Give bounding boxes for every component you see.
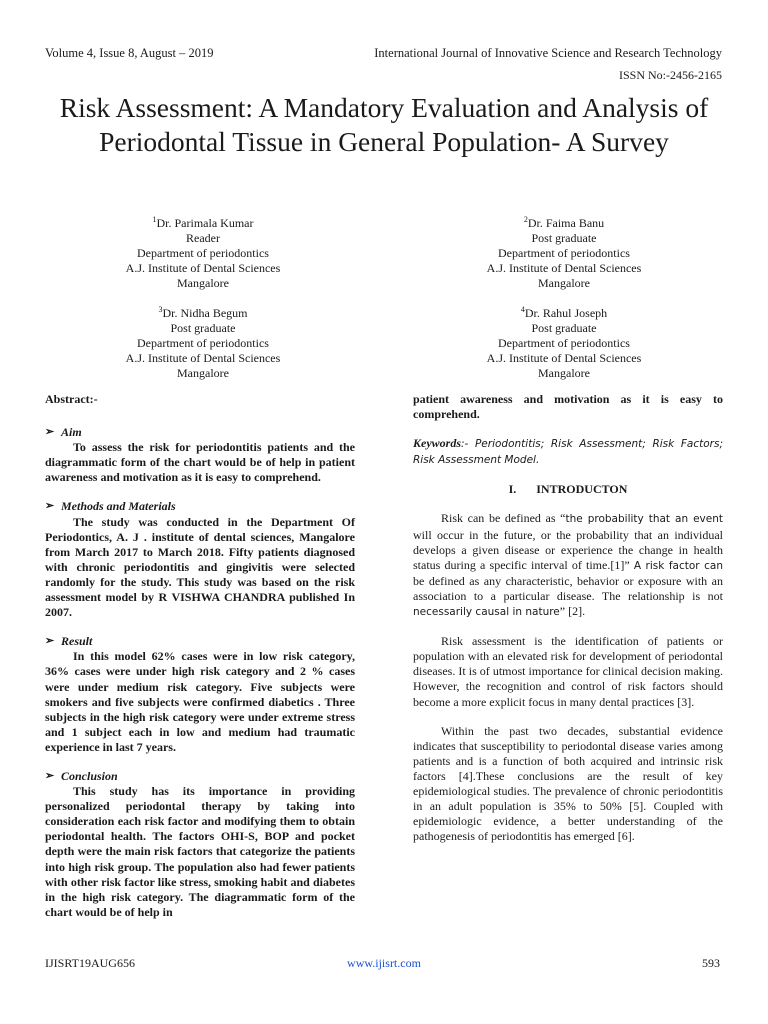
- result-text: In this model 62% cases were in low risk category, 36% cases were under high risk category and 2 % cases were under medium risk category. Five subjects were smokers and five subjects were confirmed diabetics . Three subjects in the high risk category were under extreme stress and 1 subject each in low and medium had traumatic experience in last 7 years.: [45, 649, 355, 754]
- arrow-bullet-icon: ➢: [45, 500, 55, 513]
- methods-heading: ➢ Methods and Materials: [45, 499, 176, 514]
- footer-paper-code: IJISRT19AUG656: [45, 956, 135, 970]
- author-role: Post graduate: [531, 321, 597, 335]
- header-journal: International Journal of Innovative Science and Research Technology: [374, 46, 722, 60]
- intro-paragraph-2: Risk assessment is the identification of patients or population with an elevated risk for development of periodontal diseases. It is of utmost importance for clinical decision making. However, the recognition and control of risk factors should become a more explicit focus in many dental practices [3].: [413, 634, 723, 709]
- author-institute: A.J. Institute of Dental Sciences: [486, 261, 642, 275]
- result-heading: ➢ Result: [45, 634, 93, 649]
- author-block-4: [414, 302, 714, 381]
- keywords-label: Keywords: [413, 436, 461, 451]
- header-volume: Volume 4, Issue 8, August – 2019: [45, 46, 214, 60]
- conclusion-continued: patient awareness and motivation as it is easy to comprehend.: [413, 392, 723, 422]
- author-block-1: [53, 212, 353, 291]
- author-department: Department of periodontics: [137, 246, 269, 260]
- author-institute: A.J. Institute of Dental Sciences: [125, 261, 281, 275]
- author-institute: A.J. Institute of Dental Sciences: [125, 351, 281, 365]
- author-role: Post graduate: [170, 321, 236, 335]
- arrow-bullet-icon: ➢: [45, 426, 55, 439]
- author-city: Mangalore: [177, 366, 229, 380]
- methods-text: The study was conducted in the Department Of Periodontics, A. J . institute of dental sciences, Mangalore from March 2017 to March 2018. Fifty patients diagnosed with chronic periodontitis and gingivitis were selected randomly for the study. This study was based on the risk assessment model by R VISHWA CHANDRA published In 2007.: [45, 514, 355, 620]
- footer-page-number: 593: [702, 956, 720, 970]
- author-block-3: [53, 302, 353, 381]
- aim-heading: ➢ Aim: [45, 425, 82, 440]
- author-block-2: [414, 212, 714, 291]
- intro-paragraph-3: Within the past two decades, substantial evidence indicates that susceptibility to periodontal disease varies among patients and is a function of both acquired and intrinsic risk factors [4].These conclusions are the result of key epidemiological studies. The prevalence of chronic periodontitis in an adult population is 35% to 50% [5]. Coupled with epidemiologic evidence, a better understanding of the pathogenesis of periodontitis has emerged [6].: [413, 723, 723, 844]
- author-city: Mangalore: [538, 366, 590, 380]
- keywords: [413, 436, 723, 468]
- conclusion-text: This study has its importance in providing personalized periodontal therapy by taking into consideration each risk factor and modifying them to obtain periodontal health. The factors OHI-S, BOP and pocket depth were the main risk factors that categorize the patients into high risk group. The population also had fewer patients with other risk factor like stress, smoking habit and diabetes in the high risk category. The diagrammatic form of the chart would be of help in: [45, 784, 355, 919]
- section-heading-introduction: I. INTRODUCTON: [508, 482, 628, 497]
- abstract-label: Abstract:-: [45, 392, 98, 406]
- author-role: Reader: [186, 231, 220, 245]
- header-issn: ISSN No:-2456-2165: [618, 68, 722, 82]
- right-column: [413, 392, 723, 844]
- aim-text: To assess the risk for periodontitis patients and the diagrammatic form of the chart would be of help in patient awareness and motivation as it is easy to comprehend.: [45, 440, 355, 485]
- author-name: $^3$Dr. Nidha Begum: [158, 305, 248, 320]
- author-name: $^2$Dr. Faima Banu: [523, 215, 605, 230]
- author-role: Post graduate: [531, 231, 597, 245]
- author-department: Department of periodontics: [498, 336, 630, 350]
- intro-paragraph-1: Risk can be defined as “the probability that an event will occur in the future, or the probability that an individual develops a given disease or experience the change in health status during a specific interval of time.[1]” A risk factor can be defined as any characteristic, behavior or exposure with an association to a particular disease. The relationship is not necessarily causal in nature” [2].: [413, 511, 723, 619]
- author-name: $^1$Dr. Parimala Kumar: [152, 215, 254, 230]
- author-institute: A.J. Institute of Dental Sciences: [486, 351, 642, 365]
- arrow-bullet-icon: ➢: [45, 635, 55, 648]
- footer-url-link[interactable]: www.ijisrt.com: [347, 956, 421, 970]
- author-name: $^4$Dr. Rahul Joseph: [520, 305, 608, 320]
- conclusion-heading: ➢ Conclusion: [45, 768, 118, 783]
- author-city: Mangalore: [177, 276, 229, 290]
- keywords-text: :- Periodontitis; Risk Assessment; Risk Factors; Risk Assessment Model.: [413, 438, 723, 467]
- author-department: Department of periodontics: [498, 246, 630, 260]
- left-column: [45, 392, 355, 920]
- author-city: Mangalore: [538, 276, 590, 290]
- paper-title: Risk Assessment: A Mandatory Evaluation and Analysis of Periodontal Tissue in General Population- A Survey: [59, 92, 709, 157]
- arrow-bullet-icon: ➢: [45, 769, 55, 782]
- author-department: Department of periodontics: [137, 336, 269, 350]
